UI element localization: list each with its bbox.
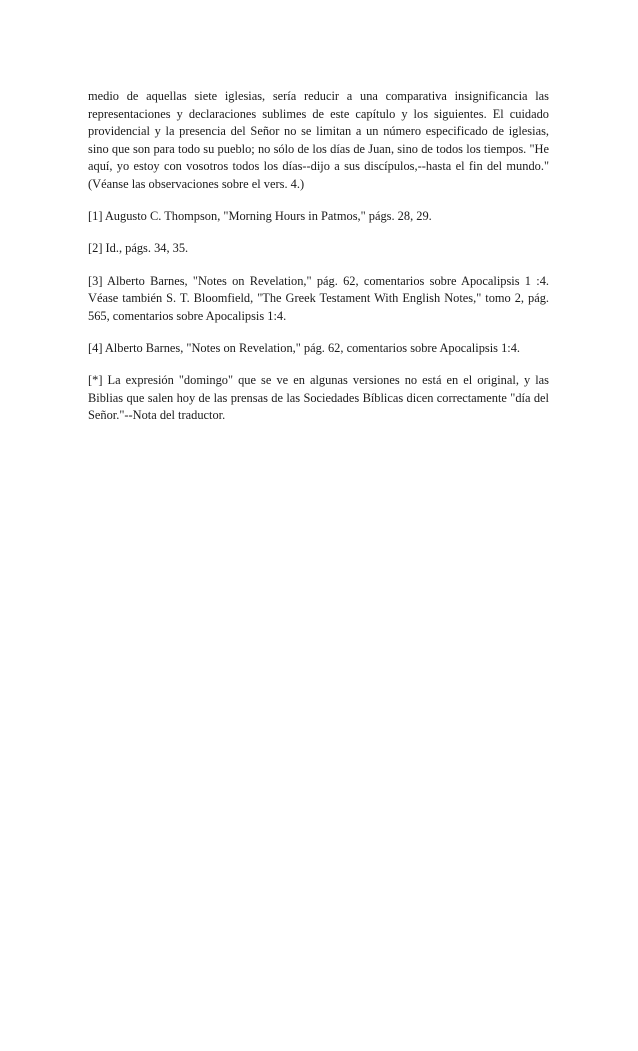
footnote-1: [1] Augusto C. Thompson, "Morning Hours in Patmos," págs. 28, 29.: [88, 209, 432, 224]
footnote-2: [2] Id., págs. 34, 35.: [88, 241, 189, 256]
page-content: [88, 88, 549, 439]
body-paragraph: medio de aquellas siete iglesias, sería reducir a una comparativa insignificancia las representaciones y declaraciones sublimes de este capítulo y los siguientes. El cuidado providencial y la presencia del Señor no se limitan a un número especificado de iglesias, sino que son para todo su pueblo; no sólo de los días de Juan, sino de todos los tiempos. "He aquí, yo estoy con vosotros todos los días--dijo a sus discípulos,--hasta el fin del mundo." (Véanse las observaciones sobre el vers. 4.): [88, 89, 549, 191]
footnote-3: [3] Alberto Barnes, "Notes on Revelation," pág. 62, comentarios sobre Apocalipsis 1 :4. Véase también S. T. Bloomfield, "The Greek Testament With English Notes," tomo 2, pág. 565, comentarios sobre Apocalipsis 1:4.: [88, 273, 549, 323]
footnote-4: [4] Alberto Barnes, "Notes on Revelation," pág. 62, comentarios sobre Apocalipsis 1:4.: [88, 340, 521, 355]
translator-note: [*] La expresión "domingo" que se ve en algunas versiones no está en el original, y las Biblias que salen hoy de las prensas de las Sociedades Bíblicas dicen correctamente "día del Señor."--Nota del traductor.: [88, 373, 549, 423]
